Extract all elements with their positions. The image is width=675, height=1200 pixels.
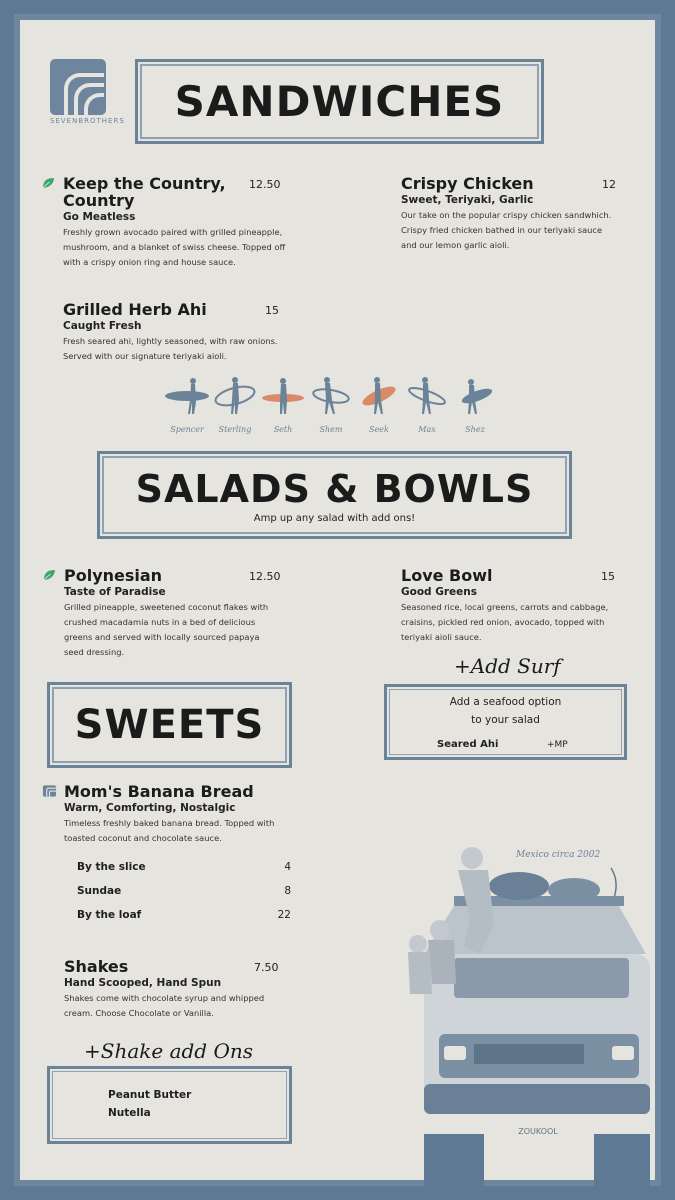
salads-subtitle: Amp up any salad with add ons! [253,512,416,524]
item-description: Timeless freshly baked banana bread. Topped with toasted coconut and chocolate sauce. [64,818,275,843]
menu-item-grilled-herb-ahi [63,301,293,364]
menu-item-polynesian [64,567,294,660]
option-price: 4 [284,861,291,873]
leaf-icon [41,176,56,190]
surfer-figure [163,376,211,436]
brand-logo [50,59,125,129]
item-price: 15 [601,570,615,583]
shake-addons-title: +Shake add Ons [84,1039,254,1063]
surfer-figure [307,376,355,436]
surfer-icon [355,376,403,416]
item-name: Mom's Banana Bread [64,782,254,801]
surfer-name: Seth [273,425,293,434]
add-surf-price: +MP [547,740,568,750]
option-label: By the loaf [77,909,142,921]
item-price: 12.50 [249,178,281,191]
banana-option-row [77,861,291,873]
surfer-figure [403,376,451,436]
item-description: Fresh seared ahi, lightly seasoned, with raw onions. Served with our signature teriyaki aioli. [63,336,278,361]
surfer-icon [307,376,355,416]
menu-item-banana-bread [64,783,304,846]
item-name: Keep the Country, Country [63,174,226,210]
surfer-name: Shem [319,425,343,434]
item-name: Polynesian [64,566,163,585]
item-subtitle: Caught Fresh [63,320,142,332]
item-name: Shakes [64,957,129,976]
item-description: Shakes come with chocolate syrup and whipped cream. Choose Chocolate or Vanilla. [64,993,265,1018]
leaf-icon [42,568,57,582]
menu-page [14,14,661,1186]
item-description: Grilled pineapple, sweetened coconut flakes with crushed macadamia nuts in a bed of delicious greens and served with locally sourced papaya seed dressing. [64,602,269,657]
surfer-name: Sterling [218,425,252,434]
item-subtitle: Hand Scooped, Hand Spun [64,977,222,989]
add-surf-title: +Add Surf [454,654,561,678]
surfer-name: Spencer [170,425,204,434]
salads-header [97,451,572,539]
surfer-illustrations [163,376,503,436]
menu-item-shakes [64,958,294,1021]
surfer-name: Shez [465,425,485,434]
surfer-icon [211,376,259,416]
item-price: 7.50 [254,961,279,974]
photo-caption: Mexico circa 2002 [516,850,601,860]
van-photo-illustration [384,834,654,1186]
shake-addon-item: Nutella [108,1107,151,1119]
logo-mark-icon [50,59,106,115]
sweets-header [47,682,292,768]
sandwiches-title: SANDWICHES [174,77,505,126]
surfer-icon [163,376,211,416]
surfer-figure [355,376,403,436]
option-price: 8 [284,885,291,897]
menu-item-love-bowl [401,567,621,645]
salads-title: SALADS & BOWLS [135,466,534,511]
shake-addons-box [47,1066,292,1144]
item-price: 12 [602,178,616,191]
add-surf-line-1: Add a seafood option [449,696,562,708]
brand-mark-icon [42,784,57,798]
banana-option-row [77,885,291,897]
item-price: 15 [265,304,279,317]
menu-item-crispy-chicken [401,175,616,253]
item-subtitle: Taste of Paradise [64,586,166,598]
item-name: Love Bowl [401,566,493,585]
option-label: By the slice [77,861,146,873]
shake-addon-item: Peanut Butter [108,1089,192,1101]
surfer-figure [211,376,259,436]
item-price: 12.50 [249,570,281,583]
item-description: Freshly grown avocado paired with grilled pineapple, mushroom, and a blanket of swiss cheese. Topped off with a crispy onion ring and house sauce. [63,227,286,267]
surfer-icon [259,376,307,416]
add-surf-box [384,684,627,760]
sandwiches-header [135,59,544,144]
surfer-figure [451,376,499,436]
license-plate-text: ZOUKOOL [518,1127,558,1136]
item-description: Our take on the popular crispy chicken sandwhich. Crispy fried chicken bathed in our teriyaki sauce and our lemon garlic aioli. [401,210,612,250]
option-label: Sundae [77,885,122,897]
surfer-figure [259,376,307,436]
logo-text: SEVENBROTHERS [50,117,125,125]
item-name: Grilled Herb Ahi [63,300,207,319]
menu-item-keep-the-country [63,175,308,270]
item-subtitle: Warm, Comforting, Nostalgic [64,802,236,814]
item-subtitle: Good Greens [401,586,477,598]
item-subtitle: Sweet, Teriyaki, Garlic [401,194,534,206]
option-price: 22 [277,909,291,921]
add-surf-item: Seared Ahi [437,739,499,750]
add-surf-line-2: to your salad [471,714,540,726]
surfer-icon [451,376,499,416]
banana-option-row [77,909,291,921]
surfer-icon [403,376,451,416]
surfer-name: Max [418,425,436,434]
item-subtitle: Go Meatless [63,211,136,223]
sweets-title: SWEETS [74,702,265,748]
item-name: Crispy Chicken [401,174,534,193]
surfer-name: Seek [369,425,389,434]
item-description: Seasoned rice, local greens, carrots and cabbage, craisins, pickled red onion, avocado, topped with teriyaki aioli sauce. [401,602,609,642]
